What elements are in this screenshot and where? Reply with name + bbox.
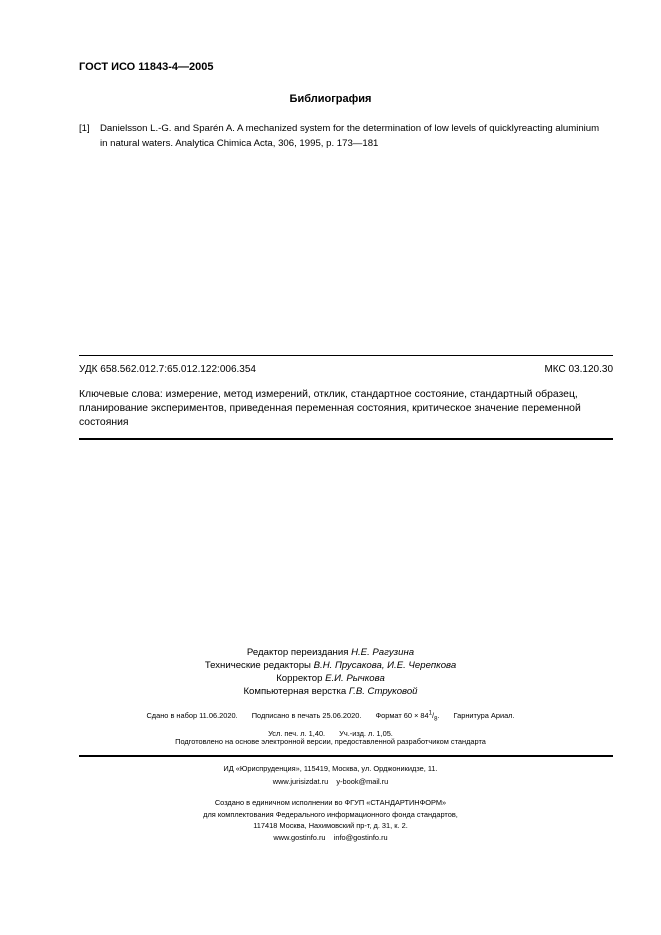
producer-line-1: Создано в единичном исполнении во ФГУП «СТАНДАРТИНФОРМ» [214, 798, 447, 807]
producer-info [0, 797, 661, 843]
mks-code: МКС 03.120.30 [544, 364, 613, 375]
credit-editor-label: Редактор переиздания [246, 647, 349, 658]
reference-number: [1] [79, 123, 90, 134]
editorial-credits [0, 646, 661, 698]
credit-layout [0, 685, 661, 698]
producer-contacts: www.gostinfo.ru info@gostinfo.ru [273, 832, 388, 842]
paper-format: Формат $60 \times 84^1/_8$. [375, 711, 440, 723]
reference-text [100, 122, 619, 151]
bibliography-entry [79, 122, 619, 151]
reference-line-1: Danielsson L.-G. and Sparén A. A mechanized system for the determination of low levels of quicklyreacting aluminium [100, 123, 600, 134]
format-denominator: 8 [434, 716, 438, 723]
typeface: Гарнитура Ариал. [453, 711, 515, 721]
bibliography-title: Библиография [289, 93, 372, 105]
divider-top [79, 355, 613, 356]
divider-keywords [79, 438, 613, 440]
publisher-contacts: www.jurisizdat.ru y-book@mail.ru [272, 776, 389, 786]
publishing-sheets: Уч.-изд. л. 1,05. [339, 728, 393, 738]
publisher-address: ИД «Юриспруденция», 115419, Москва, ул. Орджоникидзе, 11. [223, 764, 438, 773]
credit-tech-names: В.Н. Прусакова, И.Е. Черепкова [313, 660, 457, 671]
credit-corrector-label: Корректор [276, 673, 323, 684]
publisher-info [0, 763, 661, 788]
credit-corrector-name: Е.И. Рычкова [325, 673, 385, 684]
keywords: Ключевые слова: измерение, метод измерений, отклик, стандартное состояние, стандартный образец, планирование экспериментов, приведенная переменная состояния, критическое значение переменной состояния [79, 389, 581, 429]
credit-editor [0, 646, 661, 659]
credit-tech-label: Технические редакторы [204, 660, 311, 671]
credit-tech [0, 659, 661, 672]
divider-publisher [79, 755, 613, 757]
producer-line-2: для комплектования Федерального информационного фонда стандартов, [203, 809, 458, 819]
signed-date: Подписано в печать 25.06.2020. [251, 711, 362, 721]
credit-corrector [0, 672, 661, 685]
format-prefix: Формат 60 × 84 [375, 711, 429, 721]
reference-line-2: in natural waters. Analytica Chimica Acta, 306, 1995, p. 173—181 [100, 137, 379, 149]
standard-header: ГОСТ ИСО 11843-4—2005 [79, 61, 214, 73]
producer-line-3: 117418 Москва, Нахимовский пр-т, д. 31, к. 2. [253, 821, 408, 830]
prepared-note: Подготовлено на основе электронной версии, предоставленной разработчиком стандарта [175, 737, 486, 746]
print-info-line-1 [0, 708, 661, 727]
credit-layout-label: Компьютерная верстка [243, 686, 347, 697]
credit-editor-name: Н.Е. Рагузина [351, 647, 415, 658]
udk-code: УДК 658.562.012.7:65.012.122:006.354 [79, 364, 256, 375]
format-numerator: 1 [428, 711, 432, 717]
printed-sheets: Усл. печ. л. 1,40. [268, 728, 326, 738]
credit-layout-name: Г.В. Струковой [348, 686, 418, 697]
submitted-date: Сдано в набор 11.06.2020. [146, 711, 238, 721]
print-info [0, 708, 661, 740]
